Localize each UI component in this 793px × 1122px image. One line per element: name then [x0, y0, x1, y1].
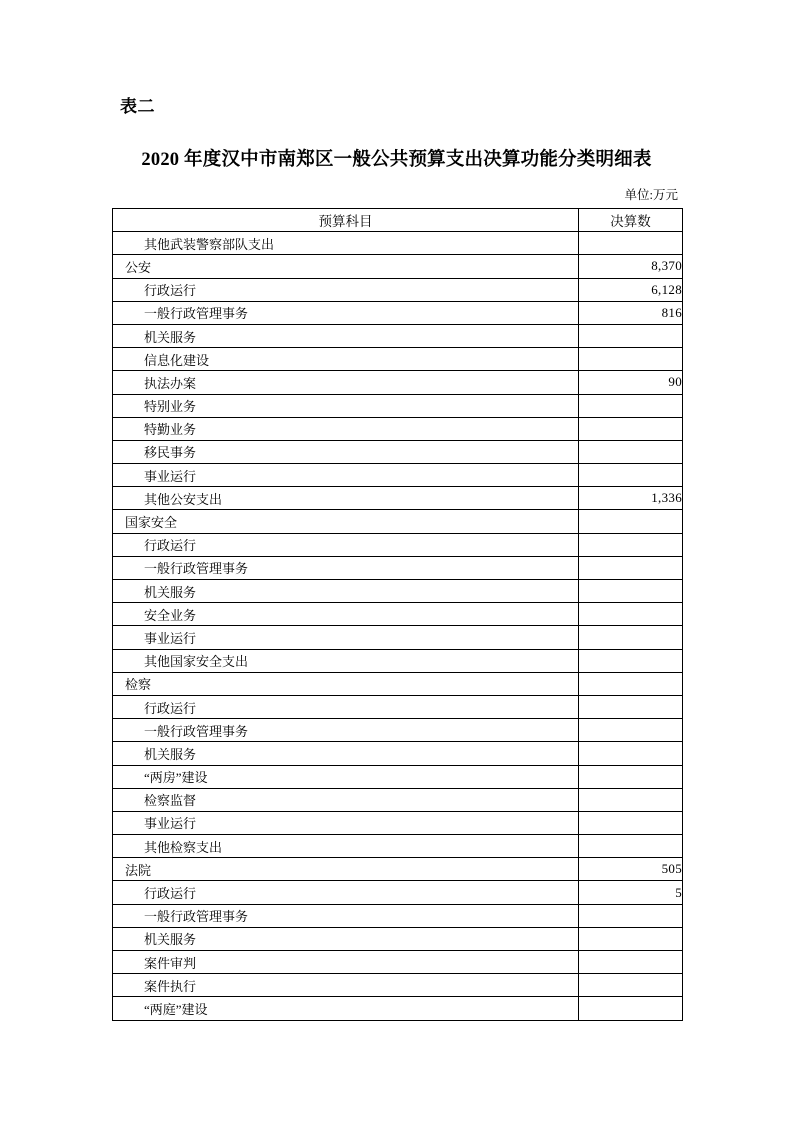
- item-label: 国家安全: [125, 515, 178, 531]
- table-cell-value: [579, 603, 683, 626]
- table-cell-value: 6,128: [579, 278, 683, 301]
- table-cell-item: [113, 487, 579, 510]
- item-label: 执法办案: [144, 375, 197, 391]
- table-cell-item: [113, 811, 579, 834]
- table-cell-item: [113, 464, 579, 487]
- table-row: [113, 765, 683, 788]
- item-label: 事业运行: [144, 630, 197, 646]
- item-label: 法院: [125, 862, 152, 878]
- item-label: 移民事务: [144, 445, 197, 461]
- table-cell-item: [113, 649, 579, 672]
- table-cell-item: [113, 394, 579, 417]
- table-row: [113, 301, 683, 324]
- table-cell-value: [579, 464, 683, 487]
- column-header-item: 预算科目: [113, 209, 579, 232]
- table-cell-item: [113, 858, 579, 881]
- item-label: 特别业务: [144, 399, 197, 415]
- table-cell-item: [113, 324, 579, 347]
- budget-expenditure-table: [112, 208, 683, 1021]
- table-cell-value: [579, 904, 683, 927]
- table-cell-value: 505: [579, 858, 683, 881]
- table-row: [113, 255, 683, 278]
- table-cell-item: [113, 927, 579, 950]
- table-cell-value: [579, 580, 683, 603]
- table-cell-item: [113, 695, 579, 718]
- table-cell-value: [579, 348, 683, 371]
- table-cell-item: [113, 603, 579, 626]
- item-label: 机关服务: [144, 932, 197, 948]
- table-cell-value: [579, 951, 683, 974]
- item-label: 其他公安支出: [144, 491, 223, 507]
- table-cell-item: [113, 440, 579, 463]
- table-header: [113, 209, 683, 232]
- item-label: 公安: [125, 259, 152, 275]
- item-label: 机关服务: [144, 329, 197, 345]
- table-cell-value: [579, 324, 683, 347]
- item-label: 一般行政管理事务: [144, 561, 249, 577]
- table-cell-item: [113, 626, 579, 649]
- table-cell-value: [579, 440, 683, 463]
- table-cell-item: [113, 742, 579, 765]
- table-cell-value: 816: [579, 301, 683, 324]
- item-label: 行政运行: [144, 283, 197, 299]
- item-label: 其他国家安全支出: [144, 654, 249, 670]
- table-cell-item: [113, 348, 579, 371]
- table-cell-item: [113, 672, 579, 695]
- table-row: [113, 649, 683, 672]
- table-row: [113, 278, 683, 301]
- table-label: 表二: [120, 97, 155, 116]
- item-label: 案件审判: [144, 955, 197, 971]
- column-header-value: 决算数: [579, 209, 683, 232]
- table-cell-value: [579, 974, 683, 997]
- table-cell-value: [579, 997, 683, 1020]
- table-cell-value: [579, 533, 683, 556]
- item-label: 事业运行: [144, 468, 197, 484]
- table-row: [113, 464, 683, 487]
- item-label: 信息化建设: [144, 352, 210, 368]
- table-cell-value: [579, 556, 683, 579]
- item-label: 其他检察支出: [144, 839, 223, 855]
- table-row: [113, 580, 683, 603]
- table-cell-item: [113, 301, 579, 324]
- table-row: [113, 348, 683, 371]
- item-label: “两房”建设: [144, 770, 208, 786]
- item-label: 检察: [125, 677, 152, 693]
- item-label: 案件执行: [144, 978, 197, 994]
- table-cell-item: [113, 835, 579, 858]
- item-label: 机关服务: [144, 746, 197, 762]
- table-row: [113, 394, 683, 417]
- table-cell-item: [113, 510, 579, 533]
- table-cell-item: [113, 533, 579, 556]
- item-label: 事业运行: [144, 816, 197, 832]
- table-row: [113, 510, 683, 533]
- table-cell-value: [579, 394, 683, 417]
- table-cell-item: [113, 255, 579, 278]
- table-cell-value: [579, 811, 683, 834]
- table-cell-value: [579, 626, 683, 649]
- table-cell-item: [113, 904, 579, 927]
- item-label: “两庭”建设: [144, 1001, 208, 1017]
- table-row: [113, 881, 683, 904]
- table-row: [113, 417, 683, 440]
- table-row: [113, 487, 683, 510]
- table-row: [113, 788, 683, 811]
- table-cell-item: [113, 974, 579, 997]
- table-cell-item: [113, 881, 579, 904]
- table-cell-item: [113, 278, 579, 301]
- item-label: 行政运行: [144, 886, 197, 902]
- table-cell-value: 5: [579, 881, 683, 904]
- table-row: [113, 556, 683, 579]
- item-label: 一般行政管理事务: [144, 306, 249, 322]
- item-label: 行政运行: [144, 700, 197, 716]
- item-label: 一般行政管理事务: [144, 909, 249, 925]
- table-row: [113, 811, 683, 834]
- item-label: 检察监督: [144, 793, 197, 809]
- table-cell-value: [579, 232, 683, 255]
- table-cell-item: [113, 719, 579, 742]
- table-cell-value: 90: [579, 371, 683, 394]
- table-row: [113, 835, 683, 858]
- table-row: [113, 533, 683, 556]
- table-row: [113, 974, 683, 997]
- table-row: [113, 927, 683, 950]
- table-cell-item: [113, 371, 579, 394]
- table-cell-item: [113, 580, 579, 603]
- table-row: [113, 951, 683, 974]
- table-cell-item: [113, 232, 579, 255]
- table-row: [113, 904, 683, 927]
- item-label: 行政运行: [144, 538, 197, 554]
- table-cell-value: [579, 742, 683, 765]
- table-cell-item: [113, 765, 579, 788]
- table-cell-value: [579, 510, 683, 533]
- table-row: [113, 742, 683, 765]
- item-label: 特勤业务: [144, 422, 197, 438]
- table-row: [113, 324, 683, 347]
- table-cell-value: [579, 649, 683, 672]
- table-row: [113, 719, 683, 742]
- item-label: 其他武装警察部队支出: [144, 236, 275, 252]
- table-cell-value: [579, 672, 683, 695]
- table-header-row: [113, 209, 683, 232]
- table-cell-value: [579, 719, 683, 742]
- table-row: [113, 603, 683, 626]
- table-row: [113, 440, 683, 463]
- item-label: 一般行政管理事务: [144, 723, 249, 739]
- table-cell-value: [579, 417, 683, 440]
- table-cell-value: [579, 788, 683, 811]
- table-cell-item: [113, 417, 579, 440]
- table-cell-item: [113, 997, 579, 1020]
- table-row: [113, 371, 683, 394]
- table-cell-value: [579, 765, 683, 788]
- table-cell-value: 1,336: [579, 487, 683, 510]
- item-label: 机关服务: [144, 584, 197, 600]
- table-cell-value: [579, 835, 683, 858]
- table-row: [113, 858, 683, 881]
- table-cell-value: [579, 927, 683, 950]
- table-row: [113, 626, 683, 649]
- table-cell-item: [113, 556, 579, 579]
- table-row: [113, 695, 683, 718]
- table-row: [113, 997, 683, 1020]
- page-title: 2020 年度汉中市南郑区一般公共预算支出决算功能分类明细表: [141, 150, 652, 170]
- table-cell-item: [113, 951, 579, 974]
- unit-note: 单位:万元: [624, 188, 678, 202]
- item-label: 安全业务: [144, 607, 197, 623]
- table-cell-value: 8,370: [579, 255, 683, 278]
- table-row: [113, 672, 683, 695]
- table-cell-value: [579, 695, 683, 718]
- table-body: [113, 232, 683, 1020]
- table-cell-item: [113, 788, 579, 811]
- table-row: [113, 232, 683, 255]
